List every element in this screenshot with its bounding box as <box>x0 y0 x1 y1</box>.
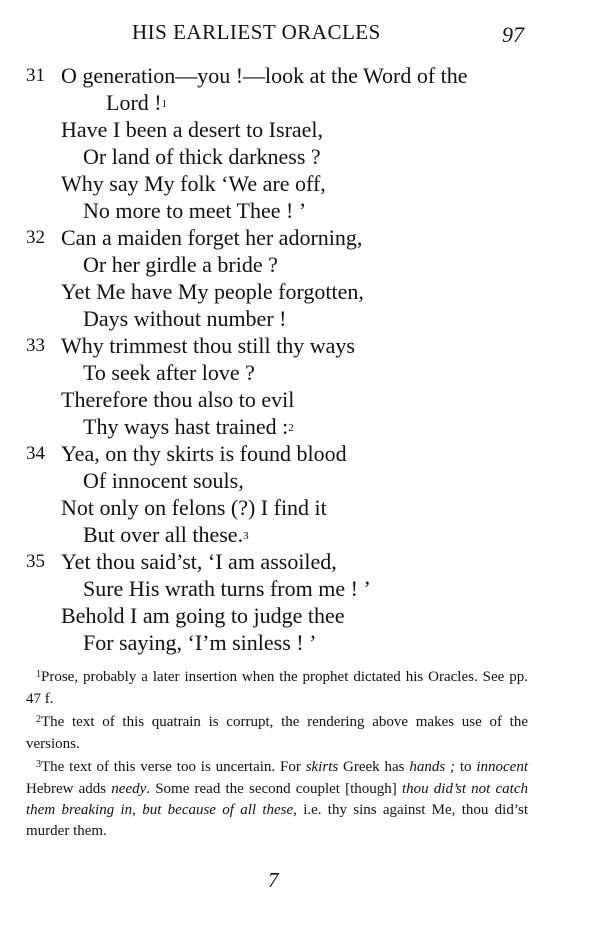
verse-line: Thy ways hast trained :$^2$ <box>83 414 294 439</box>
verse-line: Of innocent souls, <box>83 468 244 493</box>
verse-line: Therefore thou also to evil <box>61 387 295 412</box>
verse-line: Lord !$^1$ <box>106 90 168 115</box>
footnotes <box>26 667 528 844</box>
verse-number: 33 <box>26 335 45 356</box>
verse-line: 35 Yet thou said’st, ‘I am assoiled, <box>26 549 337 574</box>
footnote-2: $^2$The text of this quatrain is corrupt, the rendering above makes use of the versions. <box>26 714 528 752</box>
verse-line: Days without number ! <box>83 306 287 331</box>
verse-line: Behold I am going to judge thee <box>61 603 345 628</box>
verse-block <box>26 62 586 656</box>
verse-line: Have I been a desert to Israel, <box>61 117 324 142</box>
verse-line: 32 Can a maiden forget her adorning, <box>26 225 363 250</box>
verse-number: 35 <box>26 551 45 572</box>
verse-line: Not only on felons (?) I find it <box>61 495 327 520</box>
verse-line: For saying, ‘I’m sinless ! ’ <box>83 630 317 655</box>
footnote-1: $^1$Prose, probably a later insertion when the prophet dictated his Oracles. See pp. 47 f. <box>26 669 528 707</box>
verse-line: No more to meet Thee ! ’ <box>83 198 307 223</box>
verse-line: Sure His wrath turns from me ! ’ <box>83 576 371 601</box>
verse-line: 31 O generation—you !—look at the Word of the <box>26 63 468 88</box>
verse-line: To seek after love ? <box>83 360 255 385</box>
verse-line: Or her girdle a bride ? <box>83 252 278 277</box>
page-number: 97 <box>502 22 524 47</box>
verse-line: Why say My folk ‘We are off, <box>61 171 326 196</box>
verse-line: 34 Yea, on thy skirts is found blood <box>26 441 347 466</box>
verse-number: 31 <box>26 65 45 86</box>
footnote-3: $^3$The text of this verse too is uncertain. For skirts Greek has hands ; to innocent Hebrew adds needy. Some read the second couplet [though] thou did’st not catch them breaking in, but because of all these, i.e. thy sins against Me, thou did’st murder them. <box>26 759 529 839</box>
verse-line: But over all these.$^3$ <box>83 522 249 547</box>
signature-mark: 7 <box>268 868 279 892</box>
running-header: HIS EARLIEST ORACLES <box>132 20 381 44</box>
footnote-ref: 2 <box>288 422 294 434</box>
verse-line: Or land of thick darkness ? <box>83 144 321 169</box>
verse-number: 34 <box>26 443 45 464</box>
verse-line: 33 Why trimmest thou still thy ways <box>26 333 355 358</box>
verse-number: 32 <box>26 227 45 248</box>
footnote-ref: 1 <box>161 98 168 110</box>
footnote-ref: 3 <box>243 530 249 542</box>
verse-line: Yet Me have My people forgotten, <box>61 279 364 304</box>
